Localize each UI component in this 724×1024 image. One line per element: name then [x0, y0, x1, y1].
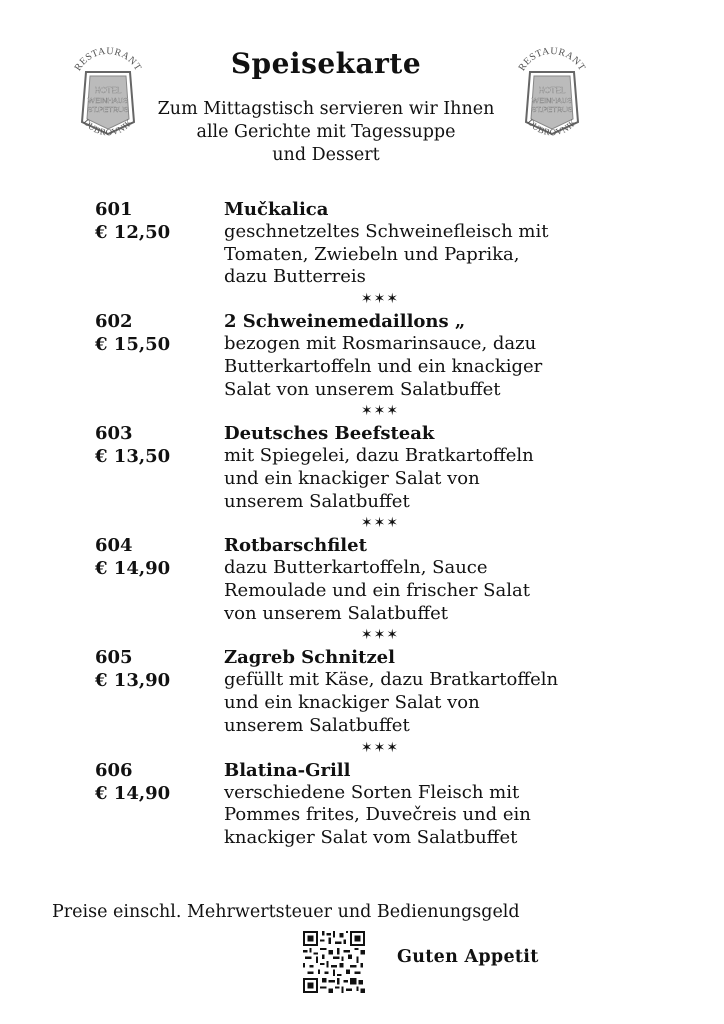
item-description — [224, 557, 584, 625]
menu-item — [0, 422, 724, 513]
desc-line: Pommes frites, Duvečreis und ein — [224, 804, 531, 826]
desc-line: verschiedene Sorten Fleisch mit — [224, 781, 520, 803]
logo-line-1: HOTEL — [94, 86, 122, 95]
menu-item — [0, 646, 724, 737]
menu-item — [0, 310, 724, 401]
item-price: € 15,50 — [95, 334, 171, 356]
desc-line: Butterkartoffeln und ein knackiger — [224, 355, 543, 377]
item-description — [224, 445, 584, 513]
item-number: 605 — [95, 647, 133, 669]
item-number: 604 — [95, 535, 133, 557]
subtitle-line: Zum Mittagstisch servieren wir Ihnen — [157, 99, 495, 119]
logo-line-3: ST.PETRUS — [531, 105, 573, 114]
separator-stars: ✶✶✶ — [360, 627, 400, 644]
item-price: € 13,90 — [95, 670, 171, 692]
subtitle — [146, 98, 506, 167]
desc-line: Remoulade und ein frischer Salat — [224, 580, 530, 602]
desc-line: bezogen mit Rosmarinsauce, dazu — [224, 333, 537, 355]
desc-line: mit Spiegelei, dazu Bratkartoffeln — [224, 445, 534, 467]
item-description — [224, 221, 584, 289]
item-number: 603 — [95, 423, 133, 445]
item-name: Deutsches Beefsteak — [224, 423, 435, 445]
desc-line: dazu Butterreis — [224, 266, 366, 288]
item-name: Rotbarschfilet — [224, 535, 367, 557]
desc-line: und ein knackiger Salat von — [224, 467, 480, 489]
desc-line: gefüllt mit Käse, dazu Bratkartoffeln — [224, 669, 559, 691]
item-number: 601 — [95, 199, 133, 220]
logo-top-text: RESTAURANT — [516, 45, 588, 74]
item-description — [224, 782, 584, 850]
page-title: Speisekarte — [230, 47, 422, 80]
logo-bottom-text: DUBROVNIK — [81, 116, 135, 138]
item-name: Blatina-Grill — [224, 759, 351, 781]
footer-note: Preise einschl. Mehrwertsteuer und Bedienungsgeld — [52, 902, 520, 922]
desc-line: von unserem Salatbuffet — [224, 602, 449, 624]
desc-line: knackiger Salat vom Salatbuffet — [224, 826, 518, 848]
logo-line-2: WEINHAUS — [87, 96, 129, 105]
logo-top-text: RESTAURANT — [72, 45, 144, 74]
menu-item — [0, 534, 724, 625]
menu-list — [0, 198, 724, 850]
desc-line: unserem Salatbuffet — [224, 490, 410, 512]
menu-item — [0, 198, 724, 289]
item-number: 606 — [95, 759, 133, 781]
item-price: € 13,50 — [95, 446, 171, 468]
item-name: 2 Schweinemedaillons „ — [224, 311, 466, 333]
separator-stars: ✶✶✶ — [360, 739, 400, 756]
item-price: € 14,90 — [95, 558, 171, 580]
desc-line: und ein knackiger Salat von — [224, 692, 480, 714]
item-number: 602 — [95, 311, 133, 333]
logo-line-2: WEINHAUS — [531, 96, 573, 105]
logo-bottom-text: DUBROVNIK — [525, 116, 579, 138]
logo-line-3: ST.PETRUS — [87, 105, 129, 114]
separator-stars: ✶✶✶ — [360, 515, 400, 532]
closing-text: Guten Appetit — [397, 947, 539, 967]
logo-line-1: HOTEL — [538, 86, 566, 95]
item-name: Zagreb Schnitzel — [224, 647, 395, 669]
subtitle-line: und Dessert — [272, 145, 380, 165]
menu-item — [0, 759, 724, 850]
desc-line: dazu Butterkartoffeln, Sauce — [224, 557, 488, 579]
subtitle-line: alle Gerichte mit Tagessuppe — [196, 122, 456, 142]
item-description — [224, 333, 584, 401]
desc-line: geschnetzeltes Schweinefleisch mit — [224, 221, 549, 242]
item-price: € 14,90 — [95, 782, 171, 804]
separator-stars: ✶✶✶ — [360, 403, 400, 420]
separator-stars: ✶✶✶ — [360, 291, 400, 308]
item-name: Mučkalica — [224, 199, 329, 220]
item-price: € 12,50 — [95, 222, 171, 243]
qr-code[interactable] — [303, 931, 365, 993]
desc-line: Salat von unserem Salatbuffet — [224, 378, 501, 400]
item-description — [224, 669, 584, 737]
desc-line: unserem Salatbuffet — [224, 714, 410, 736]
desc-line: Tomaten, Zwiebeln und Paprika, — [224, 243, 520, 265]
